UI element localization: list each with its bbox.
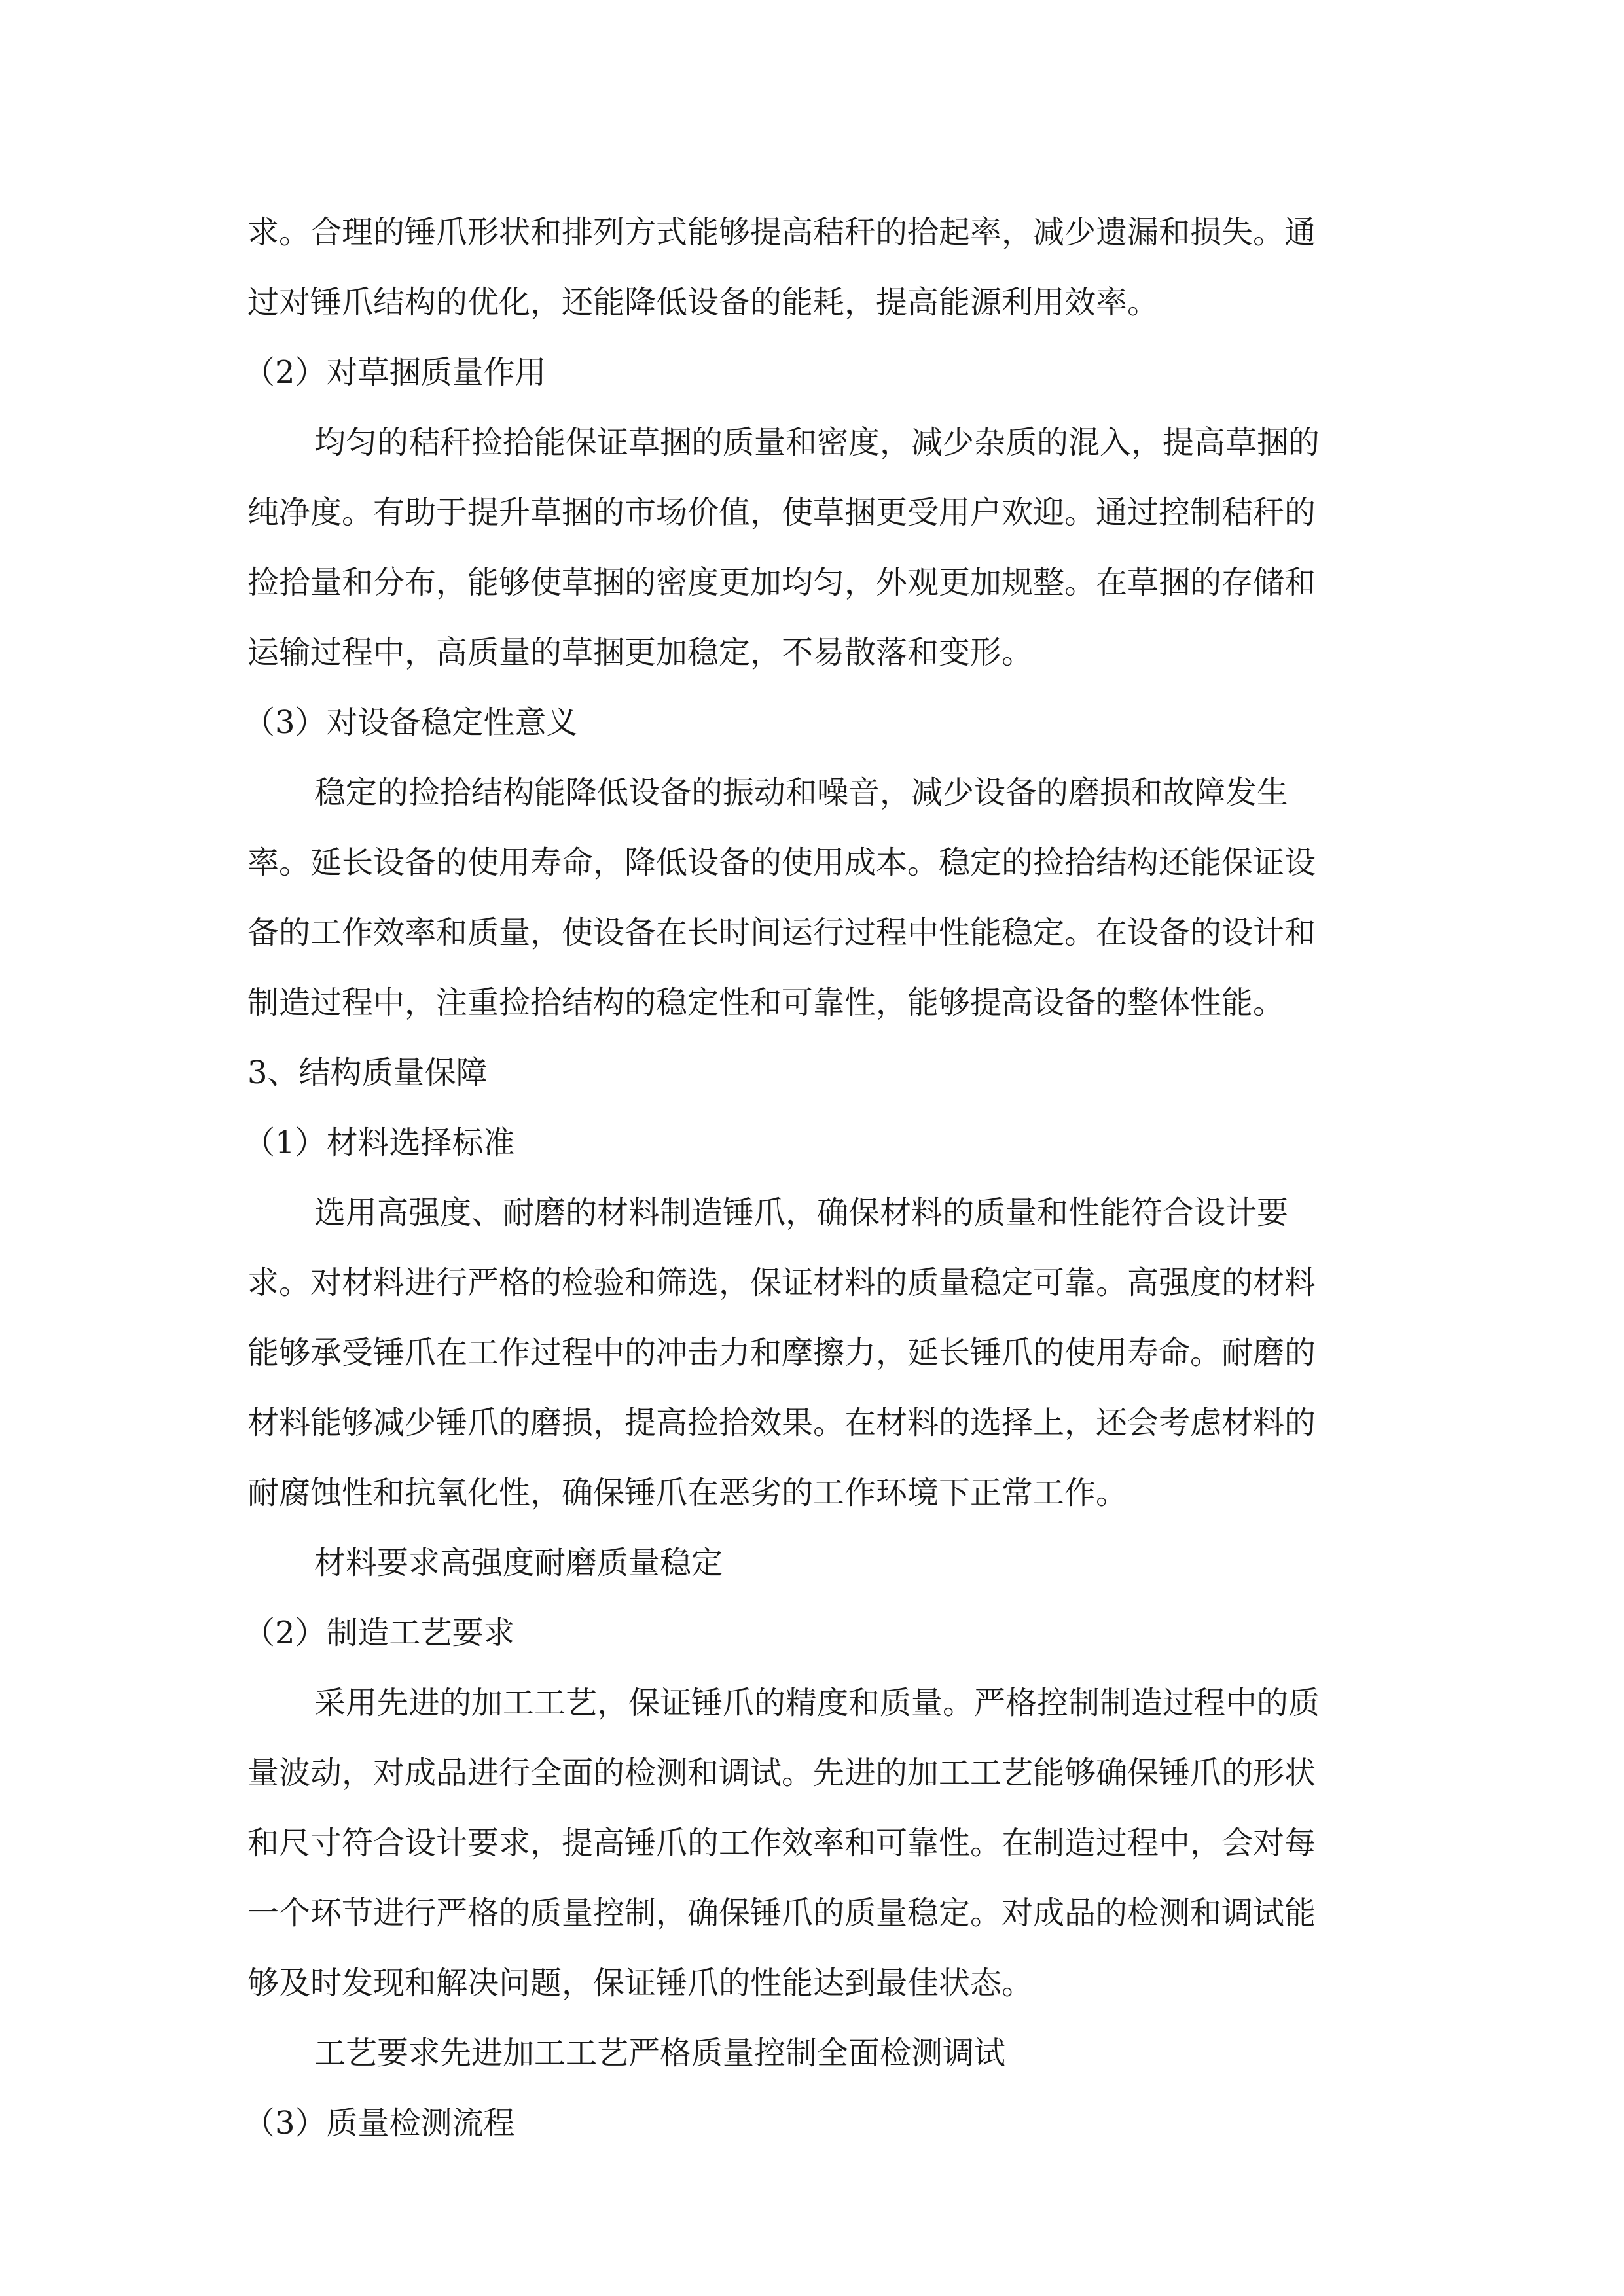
paragraph-first-line: 稳定的捡拾结构能降低设备的振动和噪音，减少设备的磨损和故障发生 (314, 774, 1289, 811)
body-line: 求。对材料进行严格的检验和筛选，保证材料的质量稳定可靠。高强度的材料 (247, 1265, 1316, 1301)
subsection-heading: （2）制造工艺要求 (244, 1615, 515, 1651)
subsection-heading: （1）材料选择标准 (244, 1124, 515, 1161)
body-line: 够及时发现和解决问题，保证锤爪的性能达到最佳状态。 (247, 1965, 1034, 2001)
body-line: 捡拾量和分布，能够使草捆的密度更加均匀，外观更加规整。在草捆的存储和 (247, 564, 1316, 601)
paragraph-first-line: 选用高强度、耐磨的材料制造锤爪，确保材料的质量和性能符合设计要 (314, 1194, 1289, 1231)
summary-line: 材料要求高强度耐磨质量稳定 (314, 1545, 723, 1581)
paragraph-first-line: 采用先进的加工工艺，保证锤爪的精度和质量。严格控制制造过程中的质 (314, 1685, 1320, 1721)
body-line: 和尺寸符合设计要求，提高锤爪的工作效率和可靠性。在制造过程中，会对每 (247, 1825, 1316, 1861)
body-line: 材料能够减少锤爪的磨损，提高捡拾效果。在材料的选择上，还会考虑材料的 (247, 1405, 1316, 1441)
body-line: 制造过程中，注重捡拾结构的稳定性和可靠性，能够提高设备的整体性能。 (247, 984, 1285, 1021)
body-line: 备的工作效率和质量，使设备在长时间运行过程中性能稳定。在设备的设计和 (247, 914, 1316, 951)
summary-line: 工艺要求先进加工工艺严格质量控制全面检测调试 (314, 2035, 1006, 2072)
body-line: 纯净度。有助于提升草捆的市场价值，使草捆更受用户欢迎。通过控制秸秆的 (247, 494, 1316, 531)
body-line: 耐腐蚀性和抗氧化性，确保锤爪在恶劣的工作环境下正常工作。 (247, 1475, 1128, 1511)
body-line: 率。延长设备的使用寿命，降低设备的使用成本。稳定的捡拾结构还能保证设 (247, 844, 1316, 881)
subsection-heading: （3）质量检测流程 (244, 2105, 515, 2142)
body-line: 一个环节进行严格的质量控制，确保锤爪的质量稳定。对成品的检测和调试能 (247, 1895, 1316, 1931)
subsection-heading: （2）对草捆质量作用 (244, 354, 547, 391)
subsection-heading: （3）对设备稳定性意义 (244, 704, 578, 741)
body-line: 能够承受锤爪在工作过程中的冲击力和摩擦力，延长锤爪的使用寿命。耐磨的 (247, 1335, 1316, 1371)
body-line: 求。合理的锤爪形状和排列方式能够提高秸秆的拾起率，减少遗漏和损失。通 (247, 214, 1316, 251)
section-heading: 3、结构质量保障 (247, 1054, 488, 1091)
body-line: 运输过程中，高质量的草捆更加稳定，不易散落和变形。 (247, 634, 1034, 671)
document-body (244, 198, 1377, 2159)
body-line: 过对锤爪结构的优化，还能降低设备的能耗，提高能源利用效率。 (247, 284, 1159, 321)
paragraph-first-line: 均匀的秸秆捡拾能保证草捆的质量和密度，减少杂质的混入，提高草捆的 (314, 424, 1320, 461)
body-line: 量波动，对成品进行全面的检测和调试。先进的加工工艺能够确保锤爪的形状 (247, 1755, 1316, 1791)
